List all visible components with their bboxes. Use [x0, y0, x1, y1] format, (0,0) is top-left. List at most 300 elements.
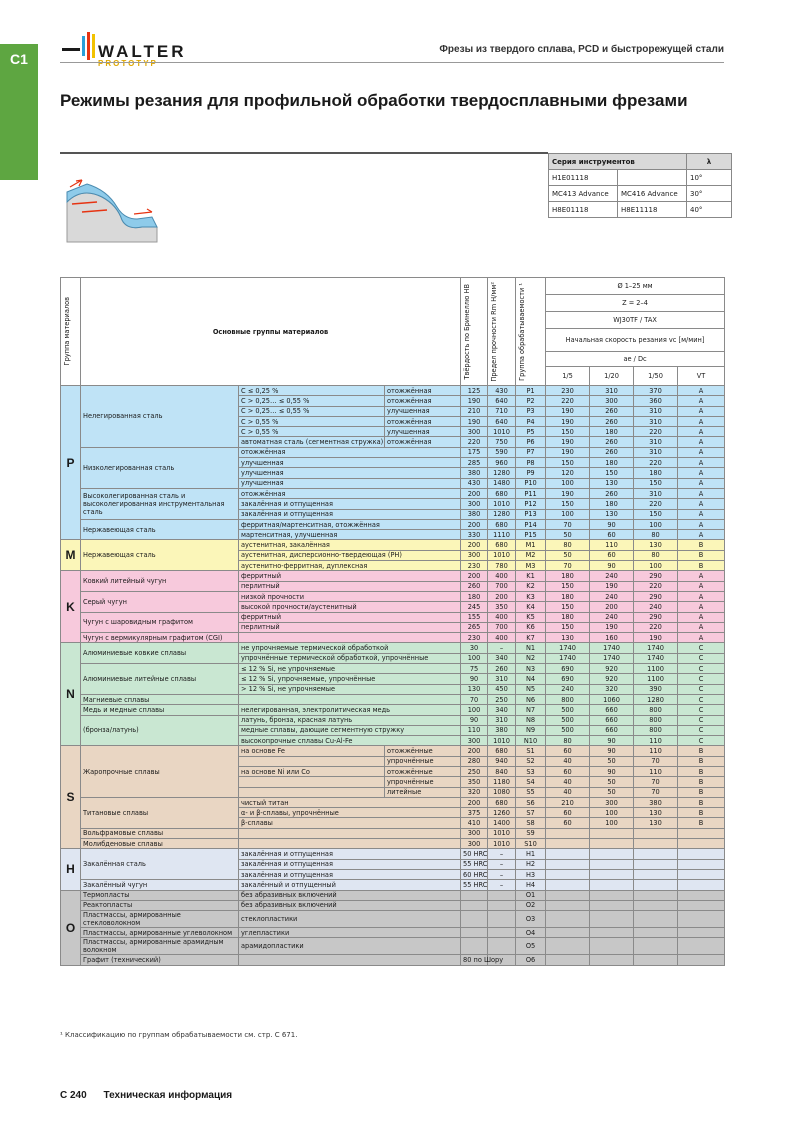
speed-value: 310 — [590, 386, 634, 396]
hardness-cell: 410 — [461, 818, 488, 828]
speed-value: 60 — [546, 818, 590, 828]
machinability-code: P12 — [516, 499, 546, 509]
speed-value: C — [678, 694, 725, 704]
speed-value: 210 — [546, 797, 590, 807]
table-row — [61, 447, 725, 457]
speed-value: 220 — [634, 458, 678, 468]
machinability-code: K6 — [516, 622, 546, 632]
machinability-code: P10 — [516, 478, 546, 488]
table-row — [61, 633, 725, 643]
series-cell: H8E11118 — [618, 202, 687, 218]
table-row — [61, 955, 725, 965]
hardness-header: Твёрдость по Бринеллю HB — [461, 278, 488, 386]
speed-value: A — [678, 519, 725, 529]
speed-value: B — [678, 787, 725, 797]
speed-value: A — [678, 406, 725, 416]
sub-group-cell: перлитный — [239, 622, 461, 632]
hardness-cell: 75 — [461, 664, 488, 674]
strength-cell: 340 — [488, 653, 516, 663]
machinability-code: P15 — [516, 530, 546, 540]
machinability-code: P2 — [516, 396, 546, 406]
machinability-code: O2 — [516, 900, 546, 910]
main-group-cell: Пластмассы, армированные углеволокном — [81, 928, 239, 938]
main-group-cell: Чугун с шаровидным графитом — [81, 612, 239, 633]
speed-value: B — [678, 766, 725, 776]
speed-value — [590, 839, 634, 849]
table-row — [61, 643, 725, 653]
speed-value: C — [678, 653, 725, 663]
speed-value: C — [678, 684, 725, 694]
machinability-code: P8 — [516, 458, 546, 468]
table-row — [61, 715, 725, 725]
sub-group-cell: без абразивных включений — [239, 900, 461, 910]
hardness-cell: 300 — [461, 839, 488, 849]
hardness-cell: 90 — [461, 715, 488, 725]
speed-value: 800 — [634, 705, 678, 715]
speed-value: 1060 — [590, 694, 634, 704]
machinability-code: P1 — [516, 386, 546, 396]
sub-group-cell: закалённый и отпущенный — [239, 880, 461, 890]
strength-cell: 680 — [488, 519, 516, 529]
speed-value: A — [678, 612, 725, 622]
hardness-cell: 80 по Шору — [461, 955, 488, 965]
speed-value: 260 — [590, 437, 634, 447]
group-header: Группа материалов — [61, 278, 81, 386]
hardness-cell: 200 — [461, 571, 488, 581]
speed-value — [546, 900, 590, 910]
sub-group-cell: улучшенная — [239, 458, 461, 468]
speed-value — [546, 938, 590, 955]
condition-cell: отожжённая — [385, 396, 461, 406]
main-group-cell: Термопласты — [81, 890, 239, 900]
sub-group-cell: α- и β-сплавы, упрочнённые — [239, 808, 461, 818]
machinability-code: K1 — [516, 571, 546, 581]
speed-value: 150 — [590, 468, 634, 478]
speed-value: A — [678, 530, 725, 540]
machinability-code: N5 — [516, 684, 546, 694]
strength-cell: 1400 — [488, 818, 516, 828]
main-group-cell: Чугун с вермикулярным графитом (CGI) — [81, 633, 239, 643]
speed-value: 180 — [546, 591, 590, 601]
main-group-cell: Нержавеющая сталь — [81, 540, 239, 571]
speed-value: 180 — [634, 468, 678, 478]
hardness-cell: 230 — [461, 561, 488, 571]
logo-sub: PROTOTYP — [98, 59, 158, 68]
speed-value: 60 — [546, 808, 590, 818]
strength-cell: 1080 — [488, 787, 516, 797]
hardness-cell: 300 — [461, 550, 488, 560]
speed-value: 190 — [634, 633, 678, 643]
teeth-header: Z = 2–4 — [546, 295, 725, 312]
strength-cell: 380 — [488, 725, 516, 735]
strength-cell: 310 — [488, 674, 516, 684]
speed-value: 800 — [546, 694, 590, 704]
series-cell: MC413 Advance — [549, 186, 618, 202]
sub-group-cell — [239, 828, 461, 838]
table-row — [61, 540, 725, 550]
speed-value: 310 — [634, 437, 678, 447]
speed-value — [634, 938, 678, 955]
sub-group-cell: отожжённая — [239, 447, 461, 457]
hardness-cell — [461, 928, 488, 938]
hardness-cell: 380 — [461, 509, 488, 519]
table-row — [61, 900, 725, 910]
sub-group-cell — [239, 633, 461, 643]
lambda-cell: 10° — [687, 170, 732, 186]
main-group-cell: Алюминиевые литейные сплавы — [81, 664, 239, 695]
speed-value: 130 — [590, 509, 634, 519]
speed-value: A — [678, 458, 725, 468]
speed-value: 500 — [546, 715, 590, 725]
speed-value: 90 — [590, 746, 634, 756]
sub-group-cell — [239, 955, 461, 965]
speed-value: 190 — [546, 406, 590, 416]
speed-value: 690 — [546, 674, 590, 684]
speed-value: 70 — [634, 777, 678, 787]
speed-value: 70 — [546, 561, 590, 571]
strength-cell: 640 — [488, 396, 516, 406]
speed-value: 70 — [634, 756, 678, 766]
sub-group-cell: низкой прочности — [239, 591, 461, 601]
speed-value — [546, 955, 590, 965]
speed-value: 220 — [634, 427, 678, 437]
speed-value: A — [678, 509, 725, 519]
speed-value: C — [678, 674, 725, 684]
strength-cell: 750 — [488, 437, 516, 447]
speed-value: 300 — [590, 396, 634, 406]
machinability-code: S9 — [516, 828, 546, 838]
speed-value: A — [678, 488, 725, 498]
machinability-code: S7 — [516, 808, 546, 818]
speed-value — [546, 928, 590, 938]
condition-cell: улучшенная — [385, 406, 461, 416]
machinability-code: P11 — [516, 488, 546, 498]
strength-cell: 340 — [488, 705, 516, 715]
sub-group-cell: высокопрочные сплавы Cu-Al-Fe — [239, 736, 461, 746]
hardness-cell: 180 — [461, 591, 488, 601]
speed-value: 660 — [590, 705, 634, 715]
machinability-code: K3 — [516, 591, 546, 601]
speed-value — [590, 859, 634, 869]
speed-value: 290 — [634, 591, 678, 601]
speed-value: B — [678, 540, 725, 550]
speed-value: 180 — [590, 458, 634, 468]
sub-group-cell: стеклопластики — [239, 911, 461, 928]
strength-cell: 1110 — [488, 530, 516, 540]
machinability-code: N2 — [516, 653, 546, 663]
col-1-50: 1/50 — [634, 367, 678, 386]
speed-value: C — [678, 725, 725, 735]
strength-cell: 1280 — [488, 509, 516, 519]
speed-value — [678, 911, 725, 928]
speed-value: 1100 — [634, 674, 678, 684]
hardness-cell — [461, 890, 488, 900]
speed-value: 90 — [590, 561, 634, 571]
hardness-cell: 245 — [461, 602, 488, 612]
hardness-cell — [461, 900, 488, 910]
speed-value: 110 — [590, 540, 634, 550]
strength-cell: 400 — [488, 612, 516, 622]
speed-value: 380 — [634, 797, 678, 807]
speed-value: 50 — [546, 550, 590, 560]
table-row — [61, 488, 725, 498]
sub-group-cell: медные сплавы, дающие сегментную стружку — [239, 725, 461, 735]
speed-value: 370 — [634, 386, 678, 396]
table-row — [61, 746, 725, 756]
speed-value: 100 — [546, 509, 590, 519]
speed-value: 40 — [546, 787, 590, 797]
series-cell — [618, 170, 687, 186]
speed-value: 1740 — [546, 643, 590, 653]
sub-group-cell: без абразивных включений — [239, 890, 461, 900]
lambda-cell: 30° — [687, 186, 732, 202]
machinability-code: S8 — [516, 818, 546, 828]
group-letter: P — [61, 386, 81, 540]
machinability-code: N4 — [516, 674, 546, 684]
main-groups-header: Основные группы материалов — [81, 278, 461, 386]
speed-value — [546, 869, 590, 879]
strength-cell: 1010 — [488, 736, 516, 746]
sub-group-cell: упрочнённые термической обработкой, упрочнённые — [239, 653, 461, 663]
main-group-cell: Высоколегированная сталь и высоколегированная инструментальная сталь — [81, 488, 239, 519]
main-group-cell: Низколегированная сталь — [81, 447, 239, 488]
speed-value: B — [678, 797, 725, 807]
strength-cell: 1280 — [488, 468, 516, 478]
machinability-code: P6 — [516, 437, 546, 447]
strength-cell: 310 — [488, 715, 516, 725]
group-letter: S — [61, 746, 81, 849]
speed-value: 50 — [590, 787, 634, 797]
speed-value — [678, 890, 725, 900]
speed-value: 290 — [634, 612, 678, 622]
speed-value: 40 — [546, 777, 590, 787]
speed-value: A — [678, 571, 725, 581]
hardness-cell: 100 — [461, 705, 488, 715]
hardness-cell: 220 — [461, 437, 488, 447]
speed-value: 220 — [634, 499, 678, 509]
tool-series-table — [548, 153, 732, 218]
speed-value: 240 — [590, 591, 634, 601]
speed-value: 150 — [546, 427, 590, 437]
machinability-code: P7 — [516, 447, 546, 457]
speed-value: 920 — [590, 664, 634, 674]
speed-value: 190 — [546, 437, 590, 447]
speed-value: C — [678, 715, 725, 725]
speed-value — [546, 911, 590, 928]
main-group-cell: Магниевые сплавы — [81, 694, 239, 704]
sub-group-cell: отожжённая — [239, 488, 461, 498]
hardness-cell: 200 — [461, 797, 488, 807]
sub-group-cell: C > 0,55 % — [239, 416, 385, 426]
speed-value — [634, 955, 678, 965]
hardness-cell: 200 — [461, 746, 488, 756]
main-group-cell: Медь и медные сплавы — [81, 705, 239, 715]
speed-value: 240 — [634, 602, 678, 612]
page-footer — [60, 1090, 246, 1101]
sub-group-cell: ≤ 12 % Si, не упрочняемые — [239, 664, 461, 674]
strength-cell: 590 — [488, 447, 516, 457]
hardness-cell: 200 — [461, 540, 488, 550]
sub-group-cell: углепластики — [239, 928, 461, 938]
table-row — [61, 911, 725, 928]
hardness-cell: 125 — [461, 386, 488, 396]
strength-cell: 680 — [488, 540, 516, 550]
speed-value: 110 — [634, 746, 678, 756]
speed-value — [590, 928, 634, 938]
strength-cell: 260 — [488, 664, 516, 674]
speed-value — [678, 859, 725, 869]
speed-value: 90 — [590, 736, 634, 746]
hardness-cell: 90 — [461, 674, 488, 684]
machinability-code: N8 — [516, 715, 546, 725]
speed-value: 100 — [590, 808, 634, 818]
diameter-header: Ø 1–25 мм — [546, 278, 725, 295]
sub-group-cell: не упрочняемые термической обработкой — [239, 643, 461, 653]
strength-cell: 350 — [488, 602, 516, 612]
sub-group-cell: на основе Fe — [239, 746, 385, 756]
speed-value: A — [678, 478, 725, 488]
strength-cell: 840 — [488, 766, 516, 776]
speed-value: 230 — [546, 386, 590, 396]
speed-value: 130 — [634, 540, 678, 550]
strength-cell: 1180 — [488, 777, 516, 787]
speed-value — [546, 890, 590, 900]
strength-cell: 680 — [488, 797, 516, 807]
sub-group-cell: закалённая и отпущенная — [239, 849, 461, 859]
hardness-cell: 55 HRC — [461, 880, 488, 890]
machinability-code: H4 — [516, 880, 546, 890]
col-1-5: 1/5 — [546, 367, 590, 386]
table-row — [61, 612, 725, 622]
speed-value — [634, 849, 678, 859]
speed-value: 310 — [634, 416, 678, 426]
machinability-code: M3 — [516, 561, 546, 571]
sub-group-cell — [239, 777, 385, 787]
speed-value: 190 — [590, 622, 634, 632]
hardness-cell: 155 — [461, 612, 488, 622]
strength-cell — [488, 911, 516, 928]
speed-value: 150 — [634, 509, 678, 519]
speed-value: 100 — [634, 561, 678, 571]
speed-value: 300 — [590, 797, 634, 807]
strength-cell: – — [488, 643, 516, 653]
condition-cell: упрочнённые — [385, 777, 461, 787]
strength-cell: 640 — [488, 416, 516, 426]
hardness-cell: 190 — [461, 416, 488, 426]
speed-value: A — [678, 591, 725, 601]
strength-cell: 400 — [488, 571, 516, 581]
main-group-cell: Пластмассы, армированные арамидным волокном — [81, 938, 239, 955]
speed-value: 800 — [634, 725, 678, 735]
sub-group-cell: чистый титан — [239, 797, 461, 807]
strength-header: Предел прочности Rm H/мм² — [488, 278, 516, 386]
speed-value: 80 — [634, 550, 678, 560]
speed-value: A — [678, 633, 725, 643]
speed-value: 100 — [546, 478, 590, 488]
speed-value: 220 — [634, 622, 678, 632]
speed-value: 260 — [590, 447, 634, 457]
sub-group-cell: C > 0,25… ≤ 0,55 % — [239, 396, 385, 406]
speed-value — [634, 928, 678, 938]
sub-group-cell: ферритный — [239, 571, 461, 581]
machinability-code: S2 — [516, 756, 546, 766]
speed-value: A — [678, 602, 725, 612]
condition-cell: отожжённая — [385, 437, 461, 447]
machinability-code: S10 — [516, 839, 546, 849]
sub-group-cell: закалённая и отпущенная — [239, 859, 461, 869]
table-row — [61, 938, 725, 955]
speed-value: 150 — [546, 499, 590, 509]
group-letter: O — [61, 890, 81, 965]
speed-value: 1740 — [634, 643, 678, 653]
sub-group-cell: улучшенная — [239, 478, 461, 488]
speed-value: A — [678, 386, 725, 396]
walter-logo — [60, 30, 210, 70]
speed-value — [678, 928, 725, 938]
speed-value: 1100 — [634, 664, 678, 674]
machinability-code: P4 — [516, 416, 546, 426]
speed-value: 60 — [546, 746, 590, 756]
speed-value: 260 — [590, 416, 634, 426]
sub-group-cell — [239, 756, 385, 766]
strength-cell — [488, 890, 516, 900]
machinability-code: O5 — [516, 938, 546, 955]
speed-value: B — [678, 818, 725, 828]
header-section-title: Фрезы из твердого сплава, PCD и быстрорежущей стали — [439, 44, 724, 55]
speed-value: 80 — [634, 530, 678, 540]
group-letter: M — [61, 540, 81, 571]
speed-value: A — [678, 622, 725, 632]
speed-header: Начальная скорость резания vc [м/мин] — [546, 329, 725, 352]
sub-group-cell: улучшенная — [239, 468, 461, 478]
strength-cell: 940 — [488, 756, 516, 766]
speed-value: 60 — [590, 550, 634, 560]
sub-group-cell: аустенитная, закалённая — [239, 540, 461, 550]
strength-cell: 710 — [488, 406, 516, 416]
speed-value: 1740 — [590, 643, 634, 653]
ratio-header: ae / Dc — [546, 352, 725, 367]
speed-value: 180 — [546, 612, 590, 622]
speed-value: 180 — [546, 571, 590, 581]
sub-group-cell: C > 0,55 % — [239, 427, 385, 437]
machinability-code: N9 — [516, 725, 546, 735]
machinability-code: P14 — [516, 519, 546, 529]
speed-value: 240 — [546, 684, 590, 694]
speed-value: 260 — [590, 406, 634, 416]
speed-value: 660 — [590, 715, 634, 725]
machinability-code: P3 — [516, 406, 546, 416]
speed-value: 90 — [590, 519, 634, 529]
speed-value: 1280 — [634, 694, 678, 704]
speed-value: 130 — [590, 478, 634, 488]
speed-value: 150 — [546, 581, 590, 591]
speed-value: C — [678, 643, 725, 653]
table-top-rule — [60, 152, 548, 154]
strength-cell: 430 — [488, 386, 516, 396]
speed-value — [590, 890, 634, 900]
hardness-cell: 210 — [461, 406, 488, 416]
hardness-cell: 265 — [461, 622, 488, 632]
speed-value: 320 — [590, 684, 634, 694]
hardness-cell: 60 HRC — [461, 869, 488, 879]
main-group-cell: Вольфрамовые сплавы — [81, 828, 239, 838]
condition-cell: отожжённые — [385, 746, 461, 756]
table-row — [61, 705, 725, 715]
table-row — [61, 880, 725, 890]
strength-cell: 780 — [488, 561, 516, 571]
speed-value: 200 — [590, 602, 634, 612]
speed-value: 150 — [546, 602, 590, 612]
